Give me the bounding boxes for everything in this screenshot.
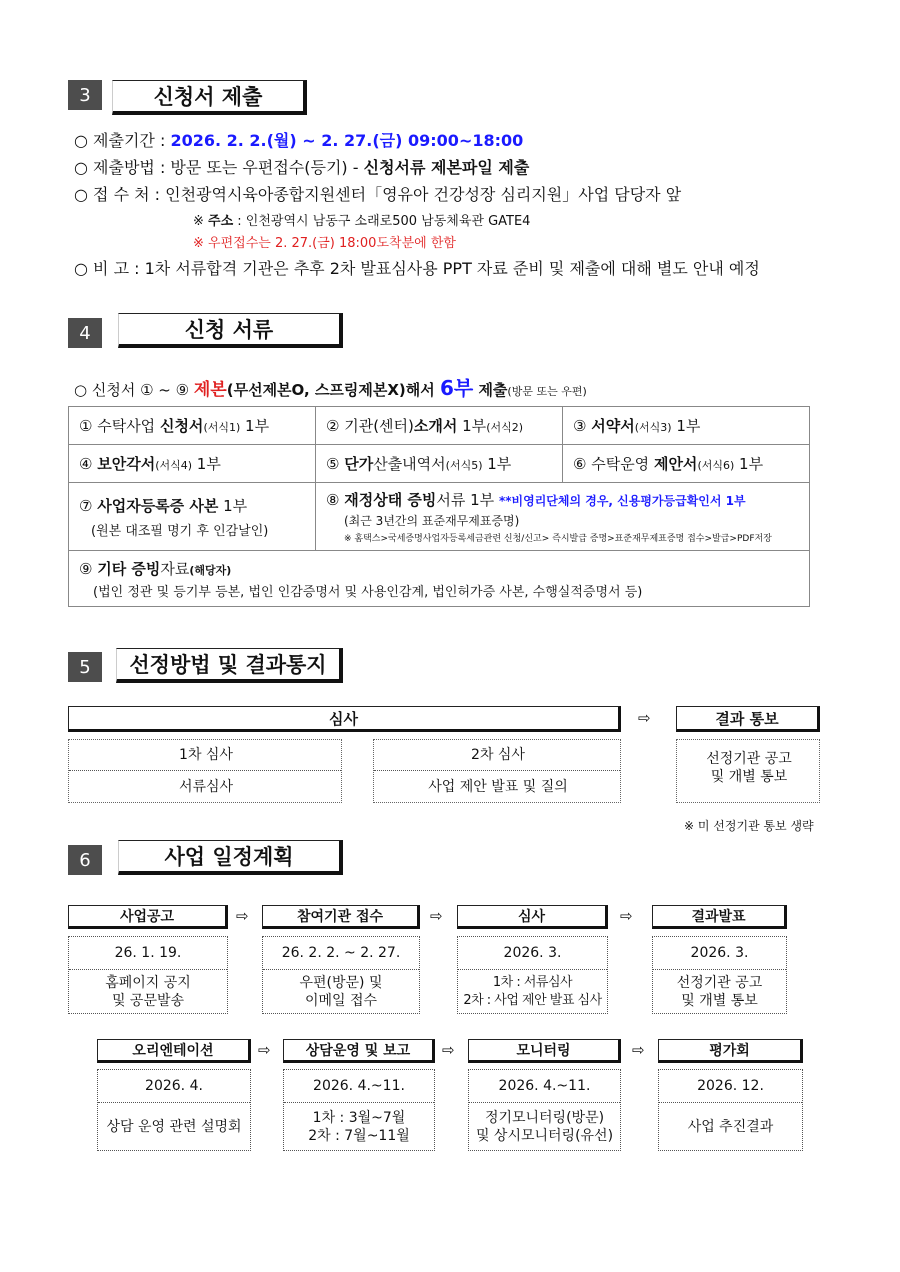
- remarks-line: ○ 비 고 : 1차 서류합격 기관은 추후 2차 발표심사용 PPT 자료 준비 및 제출에 대해 별도 안내 예정: [74, 259, 760, 278]
- result-desc: 선정기관 공고 및 개별 통보: [706, 751, 792, 785]
- first-review-box: [68, 739, 342, 803]
- schedule-head-application: 참여기관 접수: [262, 905, 420, 929]
- section-3-title: 신청서 제출: [112, 80, 307, 115]
- schedule-head-monitoring: 모니터링: [468, 1039, 621, 1063]
- schedule-date: 2026. 4.~11.: [313, 1078, 405, 1094]
- submission-method-label: ○ 제출방법 : 방문 또는 우편접수(등기) -: [74, 158, 364, 177]
- arrow-icon: ⇨: [236, 907, 249, 925]
- result-box: [676, 739, 820, 803]
- schedule-head-review: 심사: [457, 905, 608, 929]
- schedule-desc: 홈페이지 공지 및 공문발송: [105, 975, 191, 1009]
- mail-deadline-note: ※ 우편접수는 2. 27.(금) 18:00도착분에 한함: [193, 236, 456, 251]
- schedule-head-result: 결과발표: [652, 905, 787, 929]
- schedule-box-evaluation: [658, 1069, 803, 1151]
- section-6-number: 6: [68, 845, 102, 875]
- doc-application: ① 수탁사업 신청서(서식1) 1부: [69, 407, 316, 445]
- schedule-box-orientation: [97, 1069, 251, 1151]
- table-row: [69, 551, 810, 607]
- address-note: [193, 210, 530, 229]
- arrow-icon: ⇨: [638, 709, 651, 727]
- section-4-number: 4: [68, 318, 102, 348]
- arrow-icon: ⇨: [258, 1041, 271, 1059]
- schedule-date: 2026. 4.~11.: [498, 1078, 591, 1094]
- documents-intro-small: (방문 또는 우편): [507, 385, 587, 398]
- schedule-desc: 우편(방문) 및 이메일 접수: [299, 975, 383, 1009]
- schedule-desc: 1차 : 서류심사 2차 : 사업 제안 발표 심사: [463, 975, 602, 1008]
- documents-intro-end: 제출: [473, 381, 508, 399]
- schedule-desc: 정기모니터링(방문) 및 상시모니터링(유선): [475, 1110, 614, 1144]
- schedule-head-announcement: 사업공고: [68, 905, 228, 929]
- submission-recipient: ○ 접 수 처 : 인천광역시육아종합지원센터「영유아 건강성장 심리지원」사업 담당자 앞: [74, 185, 682, 204]
- result-header: 결과 통보: [676, 706, 820, 732]
- schedule-desc: 1차 : 3월~7월 2차 : 7월~11월: [308, 1110, 410, 1144]
- submission-period-label: ○ 제출기간 :: [74, 131, 171, 150]
- doc-financial-proof: ⑧ 재정상태 증빙서류 1부 **비영리단체의 경우, 신용평가등급확인서 1부 (최근 3년간의 표준재무제표증명) ※ 홈택스>국세증명사업자등록세금관련 신청/신고> 즉시발급 증명>표준재무제표증명 접수>발급>PDF저장: [316, 483, 810, 551]
- schedule-desc: 선정기관 공고 및 개별 통보: [676, 975, 763, 1009]
- first-review-desc: 서류심사: [178, 779, 234, 795]
- second-review-desc: 사업 제안 발표 및 질의: [428, 779, 568, 795]
- doc-other-evidence: ⑨ 기타 증빙자료(해당자) (법인 정관 및 등기부 등본, 법인 인감증명서 및 사용인감계, 법인허가증 사본, 수행실적증명서 등): [69, 551, 810, 607]
- schedule-box-result: [652, 936, 787, 1014]
- arrow-icon: ⇨: [632, 1041, 645, 1059]
- doc-pledge: ③ 서약서(서식3) 1부: [563, 407, 810, 445]
- address-note-bold: 주소: [208, 214, 234, 229]
- schedule-head-counseling: 상담운영 및 보고: [283, 1039, 435, 1063]
- schedule-head-evaluation: 평가회: [658, 1039, 803, 1063]
- section-5-number: 5: [68, 652, 102, 682]
- address-note-text: : 인천광역시 남동구 소래로500 남동체육관 GATE4: [233, 214, 531, 229]
- arrow-icon: ⇨: [430, 907, 443, 925]
- doc-cost-breakdown: ⑤ 단가산출내역서(서식5) 1부: [316, 445, 563, 483]
- section-6-title: 사업 일정계획: [118, 840, 343, 875]
- schedule-desc: 상담 운영 관련 설명회: [106, 1119, 242, 1135]
- submission-period: [74, 128, 523, 151]
- schedule-desc: 사업 추진결과: [687, 1119, 774, 1135]
- schedule-box-review: [457, 936, 608, 1014]
- schedule-box-application: [262, 936, 420, 1014]
- schedule-head-orientation: 오리엔테이션: [97, 1039, 251, 1063]
- table-row: [69, 407, 810, 445]
- arrow-icon: ⇨: [620, 907, 633, 925]
- schedule-date: 2026. 4.: [145, 1078, 203, 1094]
- submission-method: [74, 155, 529, 178]
- arrow-icon: ⇨: [442, 1041, 455, 1059]
- documents-intro-mid: (무선제본O, 스프링제본X)해서: [226, 381, 440, 399]
- first-review-label: 1차 심사: [179, 747, 233, 763]
- second-review-label: 2차 심사: [471, 747, 525, 763]
- schedule-date: 26. 2. 2. ~ 2. 27.: [281, 945, 401, 961]
- documents-intro-copies: 6부: [439, 376, 474, 400]
- non-selection-note: ※ 미 선정기관 통보 생략: [684, 819, 814, 833]
- schedule-date: 26. 1. 19.: [114, 945, 182, 961]
- submission-period-value: 2026. 2. 2.(월) ~ 2. 27.(금) 09:00~18:00: [170, 131, 524, 150]
- second-review-box: [373, 739, 621, 803]
- schedule-box-counseling: [283, 1069, 435, 1151]
- submission-method-bold: 신청서류 제본파일 제출: [363, 158, 530, 177]
- documents-intro-binding: 제본: [193, 380, 227, 400]
- schedule-date: 2026. 3.: [690, 945, 749, 961]
- doc-introduction: ② 기관(센터)소개서 1부(서식2): [316, 407, 563, 445]
- section-4-title: 신청 서류: [118, 313, 343, 348]
- doc-proposal: ⑥ 수탁운영 제안서(서식6) 1부: [563, 445, 810, 483]
- table-row: [69, 483, 810, 551]
- table-row: [69, 445, 810, 483]
- doc-security-pledge: ④ 보안각서(서식4) 1부: [69, 445, 316, 483]
- section-3-number: 3: [68, 80, 102, 110]
- documents-intro: [74, 372, 587, 401]
- address-note-prefix: ※: [193, 214, 209, 229]
- doc-business-registration: ⑦ 사업자등록증 사본 1부 (원본 대조필 명기 후 인감날인): [69, 483, 316, 551]
- section-5-title: 선정방법 및 결과통지: [116, 648, 343, 683]
- schedule-box-announcement: [68, 936, 228, 1014]
- schedule-date: 2026. 3.: [503, 945, 562, 961]
- schedule-date: 2026. 12.: [697, 1078, 764, 1094]
- documents-intro-prefix: ○ 신청서 ① ~ ⑨: [74, 381, 194, 399]
- review-header: 심사: [68, 706, 621, 732]
- documents-table: [68, 406, 810, 607]
- schedule-box-monitoring: [468, 1069, 621, 1151]
